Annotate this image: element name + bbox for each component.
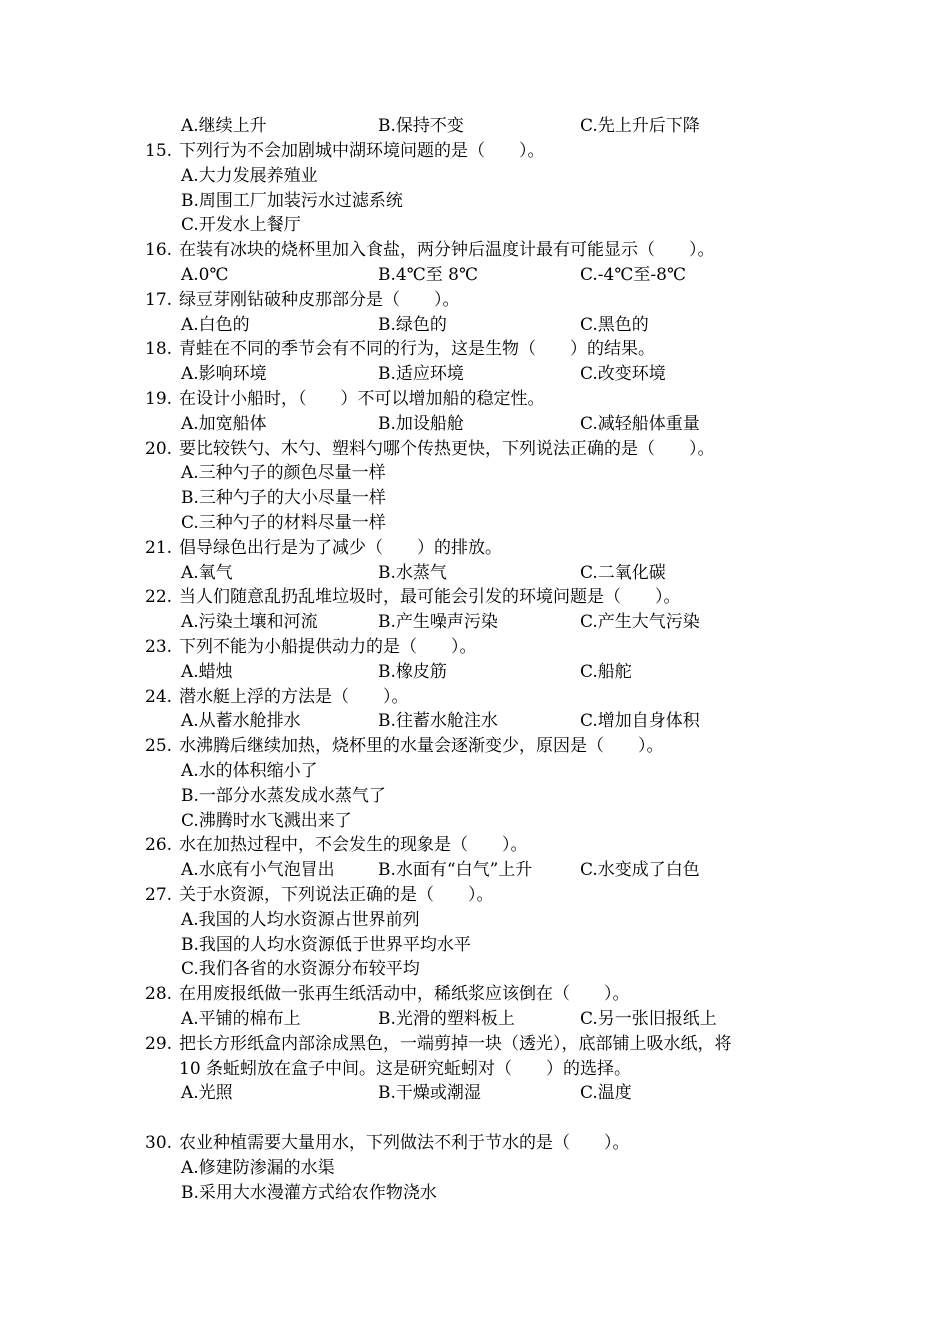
option-a: A.从蓄水舱排水 (181, 711, 301, 732)
option-b: B.采用大水漫灌方式给农作物浇水 (181, 1182, 437, 1203)
question-number: 16. (145, 240, 173, 261)
option-c: C.三种勺子的材料尽量一样 (181, 513, 386, 533)
option-b: B.水蒸气 (378, 562, 447, 583)
option-b: B.保持不变 (378, 116, 464, 136)
option-b: B.干燥或潮湿 (378, 1083, 481, 1104)
option-a: A.修建防渗漏的水渠 (181, 1157, 335, 1178)
question-number: 20. (145, 438, 173, 459)
option-a: A.氧气 (181, 562, 233, 583)
option-b: B.三种勺子的大小尽量一样 (181, 488, 386, 509)
question-number: 30. (145, 1133, 173, 1153)
option-b: B.适应环境 (378, 364, 464, 385)
question-number: 29. (145, 1033, 173, 1054)
option-a: A.0℃ (181, 265, 229, 285)
top-options-row (0, 114, 950, 138)
option-a: A.三种勺子的颜色尽量一样 (181, 463, 386, 484)
question-text: 下列行为不会加剧城中湖环境问题的是（ ）。 (179, 141, 545, 161)
question-text: 在用废报纸做一张再生纸活动中，稀纸浆应该倒在（ ）。 (179, 984, 630, 1005)
option-c: C.我们各省的水资源分布较平均 (181, 959, 420, 980)
question-number: 26. (145, 835, 173, 856)
option-b: B.我国的人均水资源低于世界平均水平 (181, 934, 471, 955)
question-number: 19. (145, 389, 173, 409)
option-a: A.白色的 (181, 314, 250, 335)
question-text: 水在加热过程中，不会发生的现象是（ ）。 (179, 835, 528, 856)
question-number: 23. (145, 637, 173, 657)
question-text: 在装有冰块的烧杯里加入食盐，两分钟后温度计最有可能显示（ ）。 (179, 240, 715, 261)
question-text: 下列不能为小船提供动力的是（ ）。 (179, 637, 477, 657)
question-text: 在设计小船时，（ ）不可以增加船的稳定性。 (179, 389, 545, 409)
question-number: 27. (145, 885, 173, 905)
question-text: 关于水资源，下列说法正确的是（ ）。 (179, 885, 494, 905)
question-text: 潜水艇上浮的方法是（ ）。 (179, 686, 409, 707)
question-text: 10 条蚯蚓放在盒子中间。这是研究蚯蚓对（ ）的选择。 (179, 1058, 632, 1079)
option-c: C.先上升后下降 (580, 116, 700, 136)
option-a: A.蜡烛 (181, 661, 233, 682)
option-a: A.光照 (181, 1083, 233, 1104)
option-a: A.水底有小气泡冒出 (181, 860, 335, 881)
question-text: 绿豆芽刚钻破种皮那部分是（ ）。 (179, 289, 460, 310)
option-b: B.橡皮筋 (378, 661, 447, 682)
option-c: C.二氧化碳 (580, 562, 666, 583)
option-c: C.改变环境 (580, 364, 666, 385)
option-c: C.增加自身体积 (580, 711, 700, 732)
question-number: 18. (145, 339, 173, 360)
option-a: A.污染土壤和河流 (181, 612, 318, 633)
option-b: B.水面有“白气”上升 (378, 860, 533, 881)
option-a: A.平铺的棉布上 (181, 1009, 301, 1029)
question-number: 17. (145, 289, 173, 310)
option-b: B.往蓄水舱注水 (378, 711, 498, 732)
option-b: B.4℃至 8℃ (378, 265, 478, 285)
question-text: 当人们随意乱扔乱堆垃圾时，最可能会引发的环境问题是（ ）。 (179, 587, 681, 608)
option-c: C.开发水上餐厅 (181, 215, 301, 236)
option-b: B.加设船舱 (378, 413, 464, 434)
option-c: C.黑色的 (580, 314, 649, 335)
option-a: A.水的体积缩小了 (181, 761, 318, 781)
option-a: A.继续上升 (181, 116, 267, 136)
option-b: B.周围工厂加装污水过滤系统 (181, 190, 403, 211)
question-text: 把长方形纸盒内部涂成黑色，一端剪掉一块（透光），底部铺上吸水纸，将 (179, 1033, 732, 1054)
question-number: 28. (145, 984, 173, 1005)
option-c: C.水变成了白色 (580, 860, 700, 881)
option-c: C.船舵 (580, 661, 632, 682)
question-number: 15. (145, 141, 173, 161)
question-number: 24. (145, 686, 173, 707)
option-c: C.沸腾时水飞溅出来了 (181, 810, 352, 831)
question-text: 水沸腾后继续加热，烧杯里的水量会逐渐变少，原因是（ ）。 (179, 736, 664, 757)
question-number: 21. (145, 537, 173, 558)
option-c: C.产生大气污染 (580, 612, 700, 633)
option-b: B.绿色的 (378, 314, 447, 335)
option-a: A.影响环境 (181, 364, 267, 385)
option-a: A.我国的人均水资源占世界前列 (181, 909, 420, 930)
question-text: 农业种植需要大量用水，下列做法不利于节水的是（ ）。 (179, 1133, 630, 1153)
option-c: C.减轻船体重量 (580, 413, 700, 434)
option-b: B.产生噪声污染 (378, 612, 498, 633)
option-a: A.加宽船体 (181, 413, 267, 434)
option-b: B.一部分水蒸发成水蒸气了 (181, 785, 386, 806)
option-b: B.光滑的塑料板上 (378, 1009, 515, 1029)
option-c: C.温度 (580, 1083, 632, 1104)
question-text: 青蛙在不同的季节会有不同的行为，这是生物（ ）的结果。 (179, 339, 655, 360)
option-c: C.-4℃至-8℃ (580, 265, 686, 285)
question-number: 22. (145, 587, 173, 608)
option-a: A.大力发展养殖业 (181, 165, 318, 186)
question-text: 倡导绿色出行是为了减少（ ）的排放。 (179, 537, 502, 558)
option-c: C.另一张旧报纸上 (580, 1009, 717, 1029)
question-text: 要比较铁勺、木勺、塑料勺哪个传热更快，下列说法正确的是（ ）。 (179, 438, 715, 459)
question-number: 25. (145, 736, 173, 757)
